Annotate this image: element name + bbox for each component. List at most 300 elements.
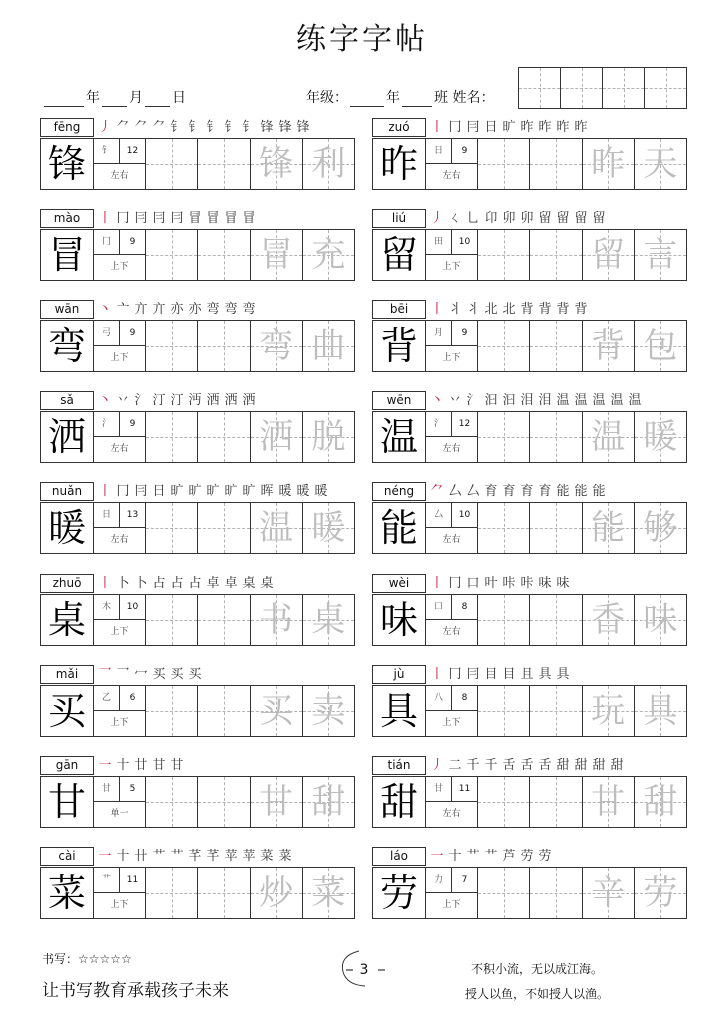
radical: 木 [94,595,120,619]
stroke-step: 育 [484,484,498,500]
stroke-step: 苹 [224,848,238,864]
pinyin-label: mǎi [40,665,94,684]
model-character: 甘 [41,777,94,827]
stroke-step: 丨 [430,575,444,591]
practice-cell [146,230,198,280]
stroke-step: 桌 [260,575,274,591]
stroke-count: 11 [126,874,139,885]
grade-line [306,89,494,107]
info-top [426,686,477,711]
practice-row [372,138,687,190]
character-info [94,686,146,736]
stroke-step: 舌 [502,757,516,773]
model-character: 背 [373,321,426,371]
trace-character: 温 [583,412,635,462]
stroke-step: 丿 [98,120,112,135]
class-label: 班 [434,90,448,106]
stroke-step: 卄 [134,848,148,864]
stroke-step: 旷 [170,484,184,500]
stroke-step: 冂 [448,666,462,682]
stroke-order-sequence [96,482,330,501]
stroke-count: 9 [129,237,136,248]
character-info [426,868,478,918]
character-info [94,321,146,371]
practice-row [372,685,687,737]
stroke-step: 温 [592,393,606,409]
stroke-count: 11 [458,783,471,794]
info-top [426,503,477,528]
character-entry-6-right [372,574,687,646]
stroke-step: 苹 [242,848,256,864]
stroke-step: 暖 [314,484,328,500]
practice-cell [146,686,198,736]
character-info [426,503,478,553]
stroke-step: 洒 [224,393,238,409]
practice-cell [146,777,198,827]
stroke-step: 冒 [242,211,256,227]
practice-cell [146,412,198,462]
trace-character: 味 [635,595,686,645]
stroke-step: 甜 [592,757,606,773]
pinyin-label: néng [372,482,426,501]
stroke-step: 买 [152,666,166,682]
stroke-step: 弯 [242,302,256,318]
trace-character: 卖 [303,686,354,736]
stroke-step: 劳 [538,848,552,864]
practice-cell [478,686,530,736]
radical: 冂 [94,230,120,254]
structure-type: 左右 [442,808,461,819]
stroke-count: 7 [461,874,468,885]
stroke-step: 旷 [224,484,238,500]
stroke-step: 卜 [116,575,130,591]
trace-character: 洒 [251,412,303,462]
stroke-step: 十 [448,848,462,864]
pinyin-label: sǎ [40,391,94,410]
stroke-step: 泪 [520,393,534,409]
stroke-step: 乚 [466,211,480,227]
character-entry-3-left [40,300,355,372]
trace-character: 脱 [303,412,354,462]
stroke-step: 艹 [484,848,498,864]
trace-character: 桌 [303,595,354,645]
pinyin-label: nuǎn [40,482,94,501]
stroke-step: 育 [538,484,552,500]
structure-type: 左右 [110,535,129,546]
practice-row [372,229,687,281]
stroke-order-sequence [96,209,258,228]
stroke-step: 氵 [134,393,148,409]
stroke-step: 弯 [224,302,238,318]
model-character: 桌 [41,595,94,645]
stroke-step: 晖 [260,484,274,500]
character-entry-8-right [372,756,687,828]
pinyin-label: fēng [40,118,94,137]
stroke-step: 千 [466,757,480,773]
stroke-step: 洒 [206,393,220,409]
year-blank [44,91,84,107]
trace-character: 弯 [251,321,303,371]
practice-row [372,594,687,646]
structure-type: 左右 [442,444,461,455]
radical: 甘 [426,777,452,801]
practice-cell [478,412,530,462]
trace-character: 暖 [635,412,686,462]
model-character: 温 [373,412,426,462]
stroke-step: 锋 [278,120,292,135]
model-character: 味 [373,595,426,645]
info-top [94,595,145,620]
practice-row [372,502,687,554]
trace-character: 能 [583,503,635,553]
stroke-step: 占 [188,575,202,591]
stroke-step: 艹 [170,848,184,864]
info-top [94,686,145,711]
pinyin-label: mào [40,209,94,228]
stroke-step: 洒 [242,393,256,409]
stroke-step: 锋 [296,120,310,135]
stroke-step: 温 [610,393,624,409]
pinyin-label: láo [372,847,426,866]
page-number: 3 [359,962,369,978]
info-top [94,868,145,893]
stroke-step: 背 [574,302,588,318]
stroke-step: 汀 [152,393,166,409]
trace-character: 够 [635,503,686,553]
practice-row [372,776,687,828]
model-character: 劳 [373,868,426,918]
structure-type: 上下 [110,717,129,728]
stroke-count: 12 [458,419,471,430]
model-character: 买 [41,686,94,736]
trace-character: 充 [303,230,354,280]
trace-character: 暖 [303,503,354,553]
practice-row [40,685,355,737]
stroke-count: 9 [129,419,136,430]
trace-character: 甜 [303,777,354,827]
structure-type: 上下 [442,899,461,910]
stroke-step: 冃 [466,120,480,135]
structure-type: 左右 [110,444,129,455]
model-character: 冒 [41,230,94,280]
stroke-step: 丷 [448,393,462,409]
radical: 口 [426,595,452,619]
character-entry-3-right [372,300,687,372]
practice-cell [530,595,582,645]
model-character: 具 [373,686,426,736]
info-top [94,503,145,528]
stroke-count: 10 [458,237,471,248]
stroke-step: 丶 [430,393,444,409]
stroke-order-sequence [96,756,186,775]
stroke-step: 昨 [520,120,534,135]
stroke-step: 菜 [260,848,274,864]
stroke-step: 背 [538,302,552,318]
stroke-step: 日 [484,120,498,135]
stroke-step: 暖 [296,484,310,500]
structure-type: 左右 [442,535,461,546]
practice-cell [146,868,198,918]
stroke-step: 亣 [134,302,148,318]
character-info [426,230,478,280]
stroke-step: 一 [98,848,112,864]
stroke-step: 昨 [556,120,570,135]
trace-character: 书 [251,595,303,645]
stroke-step: ⺈ [134,120,148,135]
radical: 艹 [94,868,120,892]
stroke-step: 卯 [520,211,534,227]
stroke-step: 泪 [538,393,552,409]
stroke-step: 冃 [466,666,480,682]
pinyin-label: liú [372,209,426,228]
practice-cell [198,686,250,736]
practice-row [40,594,355,646]
stroke-count: 8 [461,692,468,703]
stroke-step: 二 [448,757,462,773]
stroke-step: 冒 [224,211,238,227]
stroke-step: 卬 [484,211,498,227]
character-entry-4-left [40,391,355,463]
character-info [426,139,478,189]
pinyin-label: wēn [372,391,426,410]
star-rating: ☆☆☆☆☆ [78,952,132,966]
trace-character: 背 [583,321,635,371]
stroke-step: 冃 [152,211,166,227]
pinyin-label: zuó [372,118,426,137]
stroke-step: 汩 [484,393,498,409]
stroke-order-sequence [428,209,608,228]
stroke-step: 育 [520,484,534,500]
info-top [426,321,477,346]
trace-character: 冒 [251,230,303,280]
stroke-step: 钅 [206,120,220,135]
stroke-order-sequence [96,665,204,684]
practice-row [40,320,355,372]
practice-cell [478,139,530,189]
stroke-step: 且 [520,666,534,682]
model-character: 甜 [373,777,426,827]
trace-character: 甜 [635,777,686,827]
stroke-order-sequence [428,847,554,866]
structure-type: 左右 [110,171,129,181]
stroke-count: 9 [461,146,468,156]
pinyin-label: jù [372,665,426,684]
info-top [426,868,477,893]
practice-row [40,502,355,554]
practice-row [372,320,687,372]
stroke-step: 咔 [502,575,516,591]
stroke-order-sequence [96,847,294,866]
stroke-step: 厶 [448,484,462,500]
practice-cell [478,503,530,553]
stroke-step: 菜 [278,848,292,864]
stroke-order-sequence [428,118,590,137]
stroke-step: 旷 [206,484,220,500]
stroke-step: 冂 [116,484,130,500]
stroke-step: 旷 [188,484,202,500]
stroke-step: 冃 [134,484,148,500]
character-info [426,777,478,827]
stroke-step: 汀 [170,393,184,409]
stroke-count: 5 [129,783,136,794]
stroke-step: 留 [538,211,552,227]
practice-cell [478,230,530,280]
class-blank [402,91,432,107]
practice-cell [530,868,582,918]
stroke-step: 钅 [242,120,256,135]
practice-cell [478,868,530,918]
stroke-step: 卯 [502,211,516,227]
stroke-step: ㄑ [448,211,462,227]
stroke-step: 卜 [134,575,148,591]
practice-cell [198,321,250,371]
stroke-step: 留 [592,211,606,227]
stroke-order-sequence [428,391,644,410]
stroke-step: 买 [188,666,202,682]
radical: 田 [426,230,452,254]
structure-type: 上下 [110,262,129,273]
radical: 乙 [94,686,120,710]
grade-year-label: 年 [386,90,400,106]
character-info [94,595,146,645]
stroke-step: 丨 [430,302,444,318]
stroke-count: 9 [461,328,468,339]
pinyin-label: bēi [372,300,426,319]
character-entry-1-left [40,118,355,190]
structure-type: 上下 [110,626,129,637]
info-top [426,230,477,255]
stroke-step: 北 [502,302,516,318]
model-character: 留 [373,230,426,280]
trace-character: 曲 [303,321,354,371]
practice-cell [146,595,198,645]
stroke-step: 目 [502,666,516,682]
character-entry-2-right [372,209,687,281]
stroke-step: 冂 [116,211,130,227]
stroke-step: 芊 [206,848,220,864]
practice-cell [198,868,250,918]
stroke-order-sequence [96,574,276,593]
stroke-step: 弯 [206,302,220,318]
stroke-step: 甘 [170,757,184,773]
character-entry-7-left [40,665,355,737]
stroke-step: 占 [170,575,184,591]
stroke-step: 冂 [448,120,462,135]
stroke-count: 6 [129,692,136,703]
practice-cell [198,595,250,645]
structure-type: 上下 [110,899,129,910]
stroke-step: 一 [98,757,112,773]
practice-row [40,411,355,463]
stroke-step: 氵 [466,393,480,409]
stroke-step: 口 [466,575,480,591]
character-entry-2-left [40,209,355,281]
info-top [426,777,477,802]
name-writing-box [518,67,687,109]
stroke-step: 冃 [134,211,148,227]
stroke-count: 10 [126,601,139,612]
practice-cell [530,230,582,280]
stroke-order-sequence [96,300,258,319]
structure-type: 上下 [110,353,129,364]
character-entry-6-left [40,574,355,646]
stroke-step: 背 [520,302,534,318]
stroke-step: ⺈ [152,120,166,135]
practice-cell [530,503,582,553]
stroke-step: 买 [170,666,184,682]
trace-character: 甘 [251,777,303,827]
practice-cell [530,321,582,371]
stroke-step: 厶 [466,484,480,500]
info-top [426,139,477,164]
stroke-step: 舌 [538,757,552,773]
stroke-step: 艹 [466,848,480,864]
character-info [94,777,146,827]
radical: 厶 [426,503,452,527]
pinyin-label: cài [40,847,94,866]
trace-character: 辛 [583,868,635,918]
stroke-count: 10 [458,510,471,521]
stroke-step: 冃 [170,211,184,227]
pinyin-label: tián [372,756,426,775]
character-info [94,412,146,462]
stroke-step: 留 [574,211,588,227]
character-info [426,686,478,736]
stroke-step: 叶 [484,575,498,591]
stroke-step: 丶 [98,302,112,318]
stroke-step: 艹 [152,848,166,864]
writing-rating [42,951,132,967]
stroke-step: 能 [592,484,606,500]
stroke-step: 丨 [430,120,444,135]
stroke-step: 亦 [188,302,202,318]
info-top [94,777,145,802]
radical: 甘 [94,777,120,801]
stroke-step: 桌 [242,575,256,591]
trace-character: 菜 [303,868,354,918]
stroke-step: 亣 [152,302,166,318]
stroke-step: 旷 [242,484,256,500]
month-label: 月 [129,90,143,106]
stroke-step: 十 [116,848,130,864]
year-label: 年 [86,90,100,106]
stroke-step: 丨 [98,575,112,591]
stroke-step: 冂 [448,575,462,591]
practice-cell [198,139,250,189]
info-top [94,139,145,164]
stroke-step: 占 [152,575,166,591]
character-entry-9-right [372,847,687,919]
trace-character: 言 [635,230,686,280]
character-info [426,595,478,645]
stroke-step: 乛 [98,666,112,682]
pinyin-label: gān [40,756,94,775]
stroke-step: 丶 [98,393,112,409]
structure-type: 左右 [442,626,461,637]
radical: 日 [94,503,120,527]
stroke-step: 甜 [556,757,570,773]
stroke-step: 丿 [430,757,444,773]
stroke-step: 味 [556,575,570,591]
radical: 氵 [94,412,120,436]
character-entry-5-left [40,482,355,554]
practice-row [372,867,687,919]
stroke-step: 丷 [116,393,130,409]
stroke-step: 咔 [520,575,534,591]
stroke-step: 钅 [188,120,202,135]
trace-character: 玩 [583,686,635,736]
stroke-step: 卓 [206,575,220,591]
